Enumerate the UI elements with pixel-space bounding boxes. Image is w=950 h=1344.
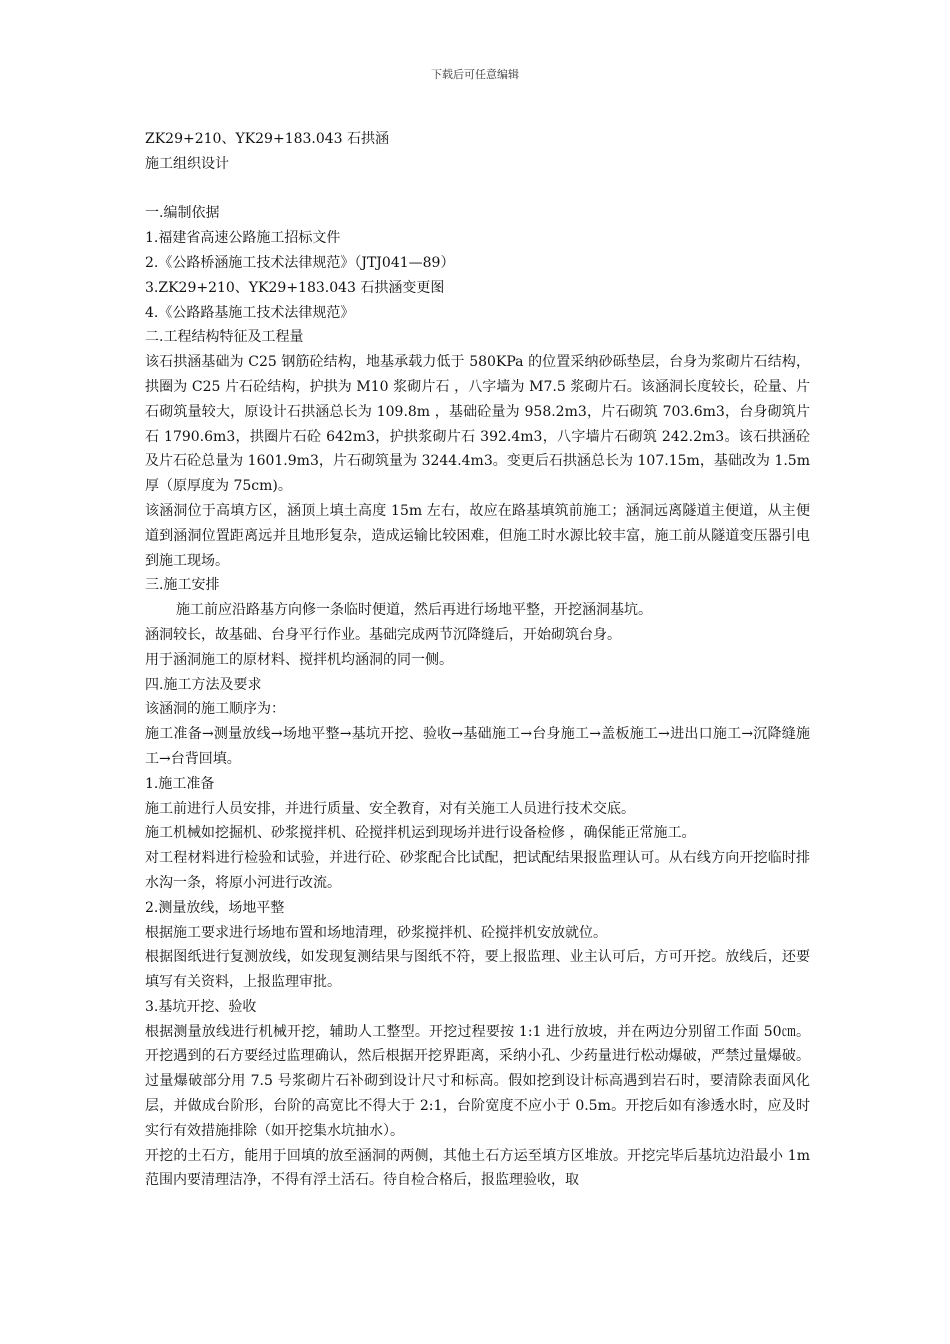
doc-title: ZK29+210、YK29+183.043 石拱涵: [145, 131, 390, 147]
subsection-heading: 1.施工准备: [145, 775, 215, 792]
paragraph: 该涵洞的施工顺序为：: [145, 701, 285, 718]
paragraph: 该石拱涵基础为 C25 钢筋砼结构，地基承载力低于 580KPa 的位置采纳砂砾垫层，台身为浆砌片石结构，拱圈为 C25 片石砼结构，护拱为 M10 浆砌片石 ，八字墙为 M7.5 浆砌片石。该涵洞长度较长，砼量、片石砌筑量较大，原设计石拱涵总长为 109.8m ，基础砼量为 958.2m3，片石砌筑 703.6m3，台身砌筑片石 1790.6m3，拱圈片石砼 642m3，护拱浆砌片石 392.4m3，八字墙片石砌筑 242.2m3。该石拱涵砼及片石砼总量为 1601.9m3，片石砌筑量为 3244.4m3。变更后石拱涵总长为 107.15m，基础改为 1.5m 厚（原厚度为 75cm)。: [145, 354, 810, 495]
section-heading-2: 二.工程结构特征及工程量: [145, 329, 304, 346]
subsection-heading: 3.基坑开挖、验收: [145, 998, 257, 1015]
paragraph: 施工前应沿路基方向修一条临时便道，然后再进行场地平整，开挖涵洞基坑。: [176, 602, 652, 619]
paragraph: 用于涵洞施工的原材料、搅拌机均涵洞的同一侧。: [145, 651, 453, 668]
document-body: [145, 127, 810, 1193]
doc-subtitle: 施工组织设计: [145, 155, 229, 172]
paragraph: 施工机械如挖掘机、砂浆搅拌机、砼搅拌机运到现场并进行设备检修 ，确保能正常施工。: [145, 825, 696, 842]
sequence-paragraph: 施工准备→测量放线→场地平整→基坑开挖、验收→基础施工→台身施工→盖板施工→进出口施工→沉降缝施工→台背回填。: [145, 726, 810, 767]
paragraph: 涵洞较长，故基础、台身平行作业。基础完成两节沉降缝后，开始砌筑台身。: [145, 626, 621, 643]
paragraph: 该涵洞位于高填方区，涵顶上填土高度 15m 左右，故应在路基填筑前施工；涵洞远离隧道主便道，从主便道到涵洞位置距离远并且地形复杂，造成运输比较困难，但施工时水源比较丰富，施工前从隧道变压器引电到施工现场。: [145, 502, 810, 569]
section-heading-1: 一.编制依据: [145, 205, 220, 222]
basis-item: 3.ZK29+210、YK29+183.043 石拱涵变更图: [145, 279, 445, 296]
basis-item: 2.《公路桥涵施工技术法律规范》（JTJ041—89）: [145, 254, 455, 271]
subsection-heading: 2.测量放线，场地平整: [145, 899, 285, 916]
paragraph: 根据图纸进行复测放线，如发现复测结果与图纸不符，要上报监理、业主认可后，方可开挖。放线后，还要填写有关资料，上报监理审批。: [145, 949, 810, 991]
basis-item: 1.福建省高速公路施工招标文件: [145, 230, 341, 247]
section-heading-4: 四.施工方法及要求: [145, 676, 262, 693]
section-heading-3: 三.施工安排: [145, 577, 220, 594]
page-header-note: 下载后可任意编辑: [431, 68, 519, 81]
basis-item: 4.《公路路基施工技术法律规范》: [145, 304, 355, 321]
paragraph: 开挖的土石方，能用于回填的放至涵洞的两侧，其他土石方运至填方区堆放。开挖完毕后基坑边沿最小 1m 范围内要清理洁净，不得有浮土活石。待自检合格后，报监理验收，取: [145, 1147, 810, 1189]
paragraph: 根据测量放线进行机械开挖，辅助人工整型。开挖过程要按 1:1 进行放坡，并在两边分别留工作面 50㎝。开挖遇到的石方要经过监理确认，然后根据开挖界距离，采纳小孔、少药量进行松动爆破，严禁过量爆破。过量爆破部分用 7.5 号浆砌片石补砌到设计尺寸和标高。假如挖到设计标高遇到岩石时，要清除表面风化层，并做成台阶形，台阶的高宽比不得大于 2:1，台阶宽度不应小于 0.5m。开挖后如有渗透水时，应及时实行有效措施排除（如开挖集水坑抽水）。: [145, 1023, 810, 1139]
blank-line: [145, 177, 810, 202]
paragraph: 对工程材料进行检验和试验，并进行砼、砂浆配合比试配，把试配结果报监理认可。从右线方向开挖临时排水沟一条，将原小河进行改流。: [145, 850, 810, 891]
paragraph: 根据施工要求进行场地布置和场地清理，砂浆搅拌机、砼搅拌机安放就位。: [145, 924, 607, 941]
paragraph: 施工前进行人员安排，并进行质量、安全教育，对有关施工人员进行技术交底。: [145, 800, 635, 817]
